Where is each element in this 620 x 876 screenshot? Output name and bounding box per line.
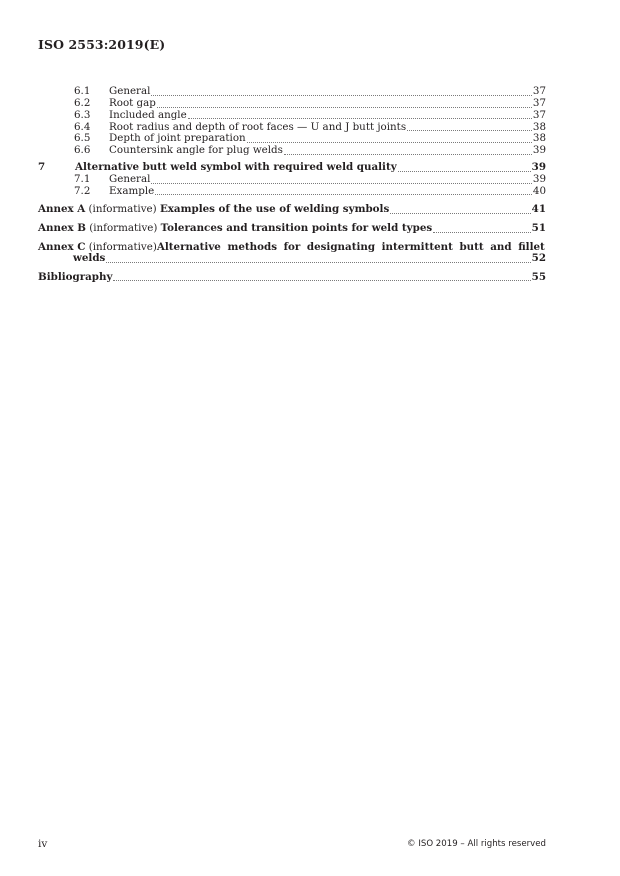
annex-label: Annex A [38,203,86,216]
dot-leader [155,194,532,195]
annex-title-line-2: welds [73,252,106,265]
dot-leader [113,280,530,281]
annex-label: Annex B [38,222,86,235]
toc-entry-title: Included angle [109,108,187,121]
dot-leader [247,142,532,143]
toc-entry-page: 55 [531,270,546,283]
toc-entry-number: 6.4 [74,120,91,133]
toc-entry-bibliography[interactable] [38,272,546,284]
toc-entry-page: 39 [532,144,546,157]
dot-leader [188,118,532,119]
toc-entry-title: Countersink angle for plug welds [109,144,283,157]
annex-qualifier: (informative) [89,222,158,235]
toc-entry-page: 38 [532,132,546,145]
toc-entry-number: 6.2 [74,97,91,109]
annex-title-line-1: Alternative methods for designating intermittent butt and fillet [156,240,545,253]
toc-entry-title: Bibliography [38,270,113,283]
dot-leader [407,130,532,131]
toc-entry-page: 39 [531,161,546,174]
dot-leader [284,154,532,155]
toc-entry-page: 37 [532,97,546,109]
toc-entry-page: 51 [531,222,546,235]
toc-entry-number: 6.6 [74,144,91,157]
dot-leader [151,95,531,96]
annex-title: Examples of the use of welding symbols [159,203,390,216]
toc-entry-page: 40 [532,184,546,197]
toc-entry-annex-a[interactable] [38,204,546,216]
toc-entry-title: Root radius and depth of root faces — U and J butt joints [109,120,407,133]
toc-entry-number: 6.3 [74,108,91,121]
toc-entry-number: 7.1 [74,173,91,186]
toc-entry-title: General [109,173,151,186]
toc-entry-7-1[interactable] [38,174,546,186]
toc-entry-annex-c[interactable] [38,242,546,265]
toc-entry-title: General [109,85,151,98]
copyright-notice: © ISO 2019 – All rights reserved [407,839,546,849]
dot-leader [157,107,532,108]
annex-qualifier: (informative) [88,203,157,216]
toc-entry-number: 7 [38,161,46,174]
toc-entry-title: Example [109,184,155,197]
toc-entry-6-2[interactable] [38,98,546,110]
dot-leader [106,262,530,263]
dot-leader [151,183,531,184]
annex-qualifier: (informative) [88,240,157,253]
toc-entry-annex-b[interactable] [38,223,546,235]
toc-entry-number: 7.2 [74,184,91,197]
toc-entry-6-6[interactable] [38,145,546,157]
dot-leader [390,213,530,214]
toc-entry-page: 52 [531,252,546,265]
toc-entry-number: 6.5 [74,132,91,145]
toc-entry-page: 37 [532,108,546,121]
toc-entry-page: 37 [532,85,546,98]
table-of-contents [38,86,546,283]
toc-entry-7-2[interactable] [38,186,546,198]
toc-entry-6-3[interactable] [38,110,546,122]
dot-leader [398,171,531,172]
toc-entry-number: 6.1 [74,85,91,98]
toc-entry-title: Alternative butt weld symbol with required weld quality [75,161,397,174]
toc-entry-page: 38 [532,120,546,133]
toc-entry-title: Depth of joint preparation [109,132,246,145]
annex-label: Annex C [38,240,86,253]
document-header: ISO 2553:2019(E) [38,37,166,52]
toc-entry-page: 39 [532,173,546,186]
toc-entry-title: Root gap [109,97,156,109]
page-number: iv [38,838,48,850]
annex-title: Tolerances and transition points for weld types [160,222,433,235]
toc-entry-page: 41 [531,203,546,216]
dot-leader [433,232,530,233]
